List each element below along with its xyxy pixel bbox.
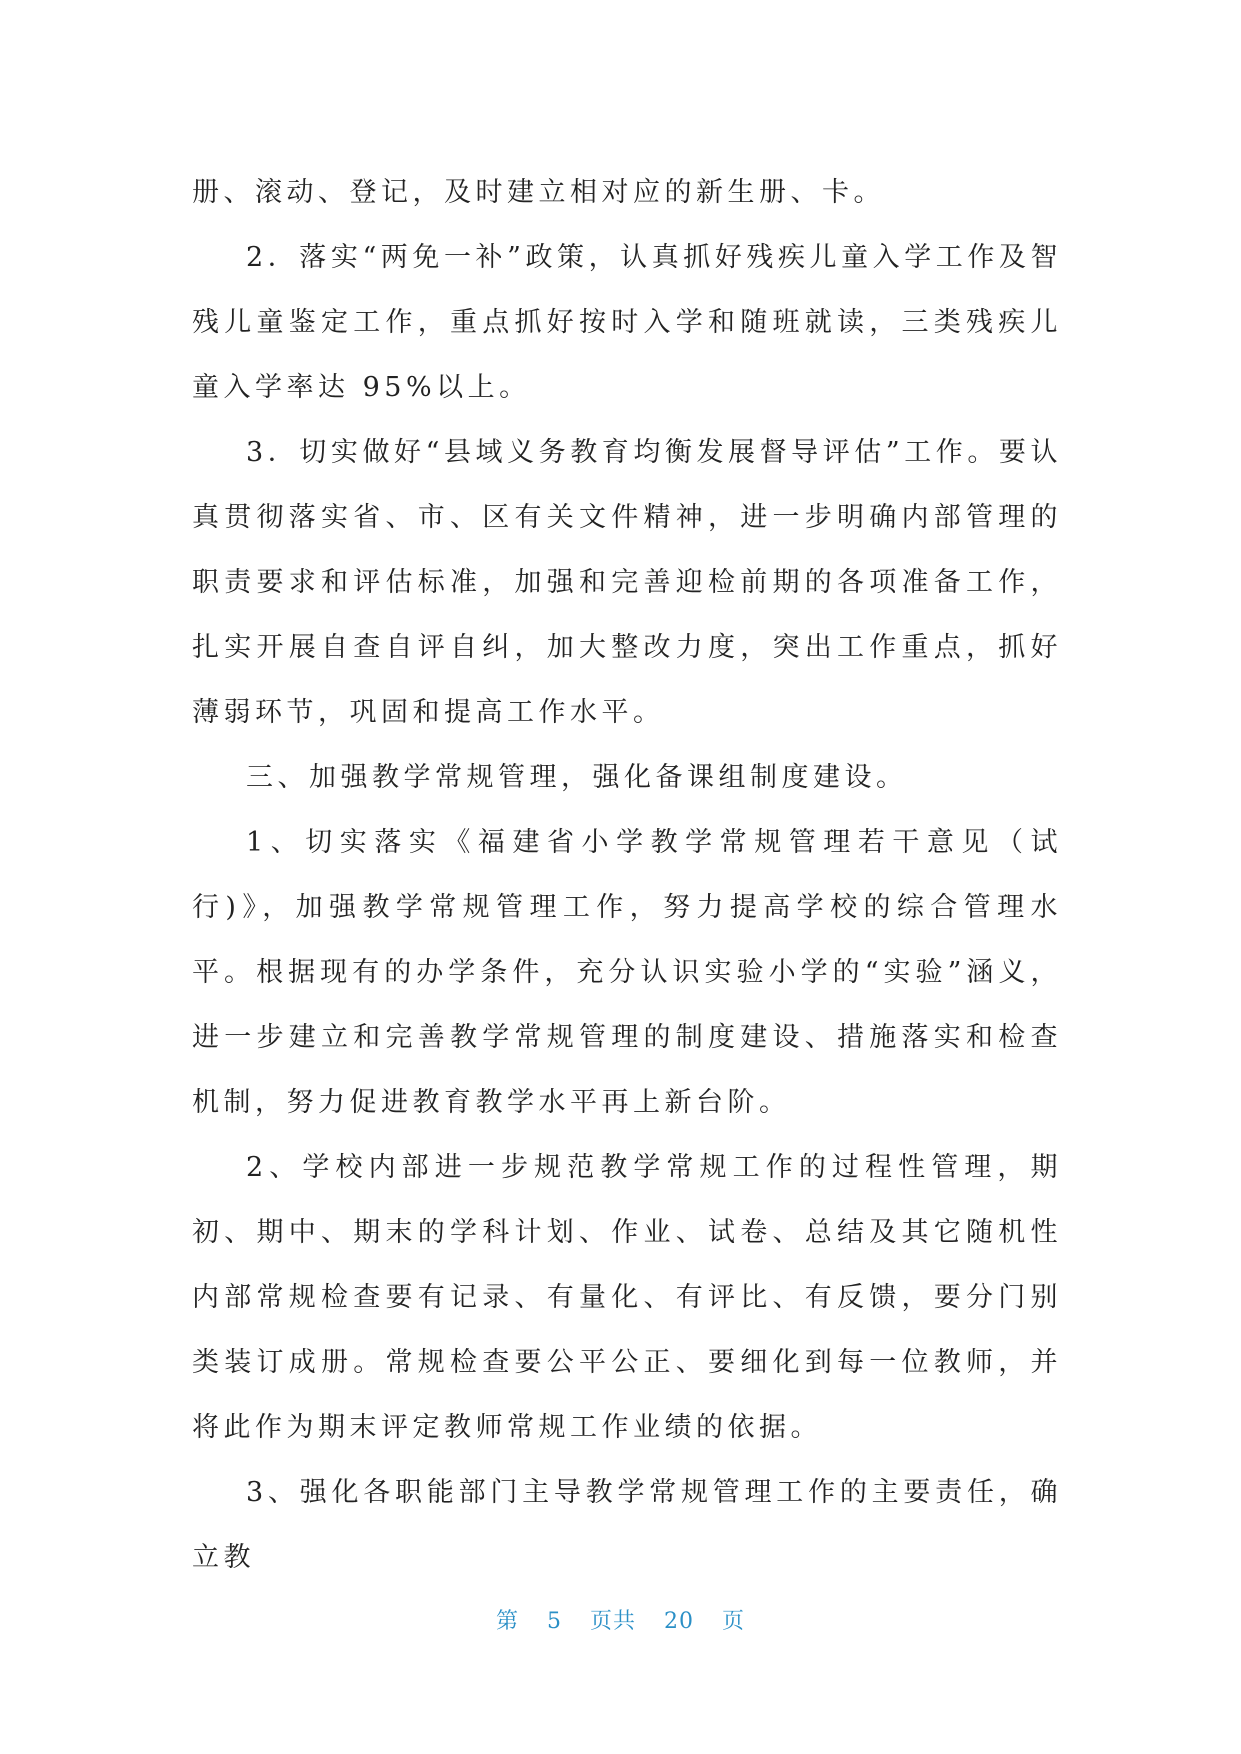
footer-prefix: 第 [495,1609,519,1634]
document-body [192,160,1062,1590]
footer-middle: 页共 [589,1609,636,1634]
paragraph-item-3: 3．切实做好“县域义务教育均衡发展督导评估”工作。要认真贯彻落实省、市、区有关文件精神，进一步明确内部管理的职责要求和评估标准，加强和完善迎检前期的各项准备工作，扎实开展自查自评自纠，加大整改力度，突出工作重点，抓好薄弱环节，巩固和提高工作水平。 [192,437,1062,728]
section-heading-3: 三、加强教学常规管理，强化备课组制度建设。 [246,762,908,793]
paragraph-item-2: 2．落实“两免一补”政策，认真抓好残疾儿童入学工作及智残儿童鉴定工作，重点抓好按时入学和随班就读，三类残疾儿童入学率达 95%以上。 [192,242,1062,403]
paragraph-continuation: 册、滚动、登记，及时建立相对应的新生册、卡。 [192,177,885,208]
paragraph-section3-item-1: 1、切实落实《福建省小学教学常规管理若干意见（试行)》，加强教学常规管理工作，努力提高学校的综合管理水平。根据现有的办学条件，充分认识实验小学的“实验”涵义，进一步建立和完善教学常规管理的制度建设、措施落实和检查机制，努力促进教育教学水平再上新台阶。 [192,827,1062,1118]
page-footer [0,1604,1241,1635]
footer-total-pages: 20 [664,1609,694,1634]
footer-suffix: 页 [722,1609,746,1634]
paragraph-section3-item-2: 2、学校内部进一步规范教学常规工作的过程性管理，期初、期中、期末的学科计划、作业、试卷、总结及其它随机性内部常规检查要有记录、有量化、有评比、有反馈，要分门别类装订成册。常规检查要公平公正、要细化到每一位教师，并将此作为期末评定教师常规工作业绩的依据。 [192,1152,1062,1443]
paragraph-section3-item-3: 3、强化各职能部门主导教学常规管理工作的主要责任，确立教 [192,1477,1062,1573]
footer-current-page: 5 [546,1609,562,1634]
